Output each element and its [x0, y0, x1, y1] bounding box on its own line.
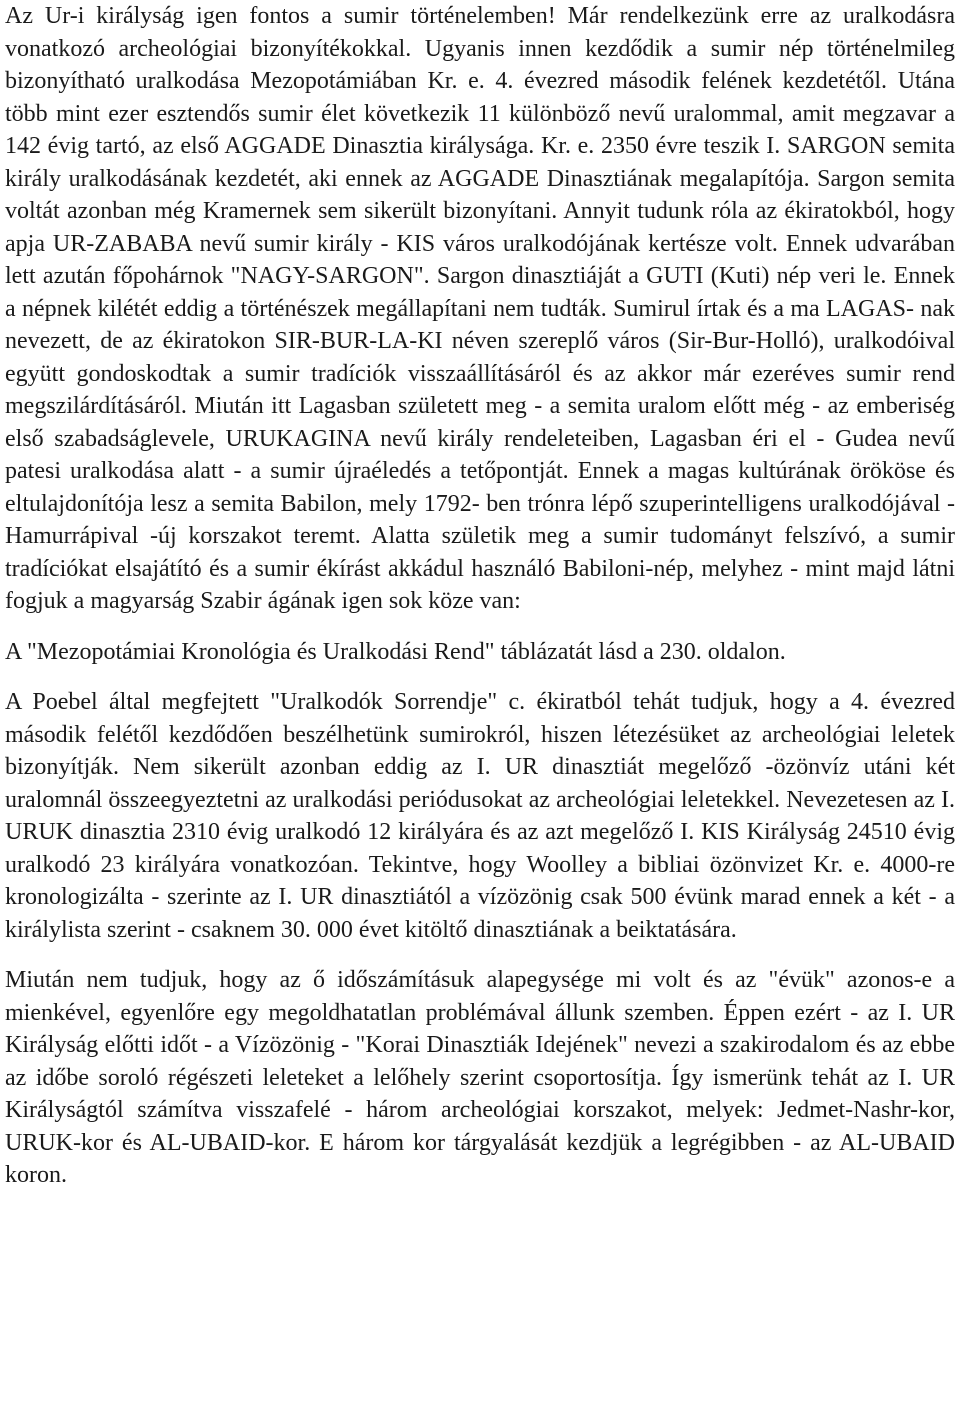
paragraph-ur-kingdom: Az Ur-i királyság igen fontos a sumir történelemben! Már rendelkezünk erre az uralkodásra vonatkozó archeológiai bizonyítékokkal. Ugyanis innen kezdődik a sumir nép történelmileg bizonyítható uralkodása Mezopotámiában Kr. e. 4. évezred második felének kezdetétől. Utána több mint ezer esztendős sumir élet következik 11 különböző nevű uralommal, amit megzavar a 142 évig tartó, az első AGGADE Dinasztia királysága. Kr. e. 2350 évre teszik I. SARGON semita király uralkodásának kezdetét, aki ennek az AGGADE Dinasztiának megalapítója. Sargon semita voltát azonban még Kramernek sem sikerült bizonyítani. Annyit tudunk róla az ékiratokból, hogy apja UR-ZABABA nevű sumir király - KIS város uralkodójának kertésze volt. Ennek udvarában lett azután főpohárnok "NAGY-SARGON". Sargon dinasztiáját a GUTI (Kuti) nép veri le. Ennek a népnek kilétét eddig a történészek megállapítani nem tudták. Sumirul írtak és a ma LAGAS- nak nevezett, de az ékiratokon SIR-BUR-LA-KI néven szereplő város (Sir-Bur-Holló), uralkodóival együtt gondoskodtak a sumir tradíciók visszaállításáról és az akkor már ezeréves sumir rend megszilárdításáról. Miután itt Lagasban született meg - a semita uralom előtt még - az emberiség első szabadságlevele, URUKAGINA nevű király rendeleteiben, Lagasban éri el - Gudea nevű patesi uralkodása alatt - a sumir újraéledés a tetőpontját. Ennek a magas kultúrának örököse és eltulajdonítója lesz a semita Babilon, mely 1792- ben trónra lépő szuperintelligens uralkodójával - Hamurrápival -új korszakot teremt. Alatta születik meg a sumir tudományt felszívó, a sumir tradíciókat elsajátító és a sumir ékírást akkádul használó Babiloni-nép, melyhez - mint majd látni fogjuk a magyarság Szabir ágának igen sok köze van:	[5, 3, 955, 614]
document-page	[5, 0, 955, 1192]
paragraph-king-list: A Poebel által megfejtett "Uralkodók Sorrendje" c. ékiratból tehát tudjuk, hogy a 4. évezred második felétől kezdődően beszélhetünk sumirokról, hiszen létezésüket az archeológiai leletek bizonyítják. Nem sikerült azonban eddig az I. UR dinasztiát megelőző -özönvíz utáni két uralomnál összeegyeztetni az uralkodási periódusokat az archeológiai leletekkel. Nevezetesen az I. URUK dinasztia 2310 évig uralkodó 12 királyára és az azt megelőző I. KIS Királyság 24510 évig uralkodó 23 királyára vonatkozóan. Tekintve, hogy Woolley a bibliai özönvizet Kr. e. 4000-re kronologizálta - szerinte az I. UR dinasztiától a vízözönig csak 500 évünk marad ennek a két - a királylista szerint - csaknem 30. 000 évet kitöltő dinasztiának a beiktatására.	[5, 689, 955, 943]
paragraph-chronology-reference: A "Mezopotámiai Kronológia és Uralkodási Rend" táblázatát lásd a 230. oldalon.	[5, 638, 786, 665]
paragraph-early-dynasties: Miután nem tudjuk, hogy az ő időszámításuk alapegysége mi volt és az "évük" azonos-e a mienkével, egyenlőre egy megoldhatatlan problémával állunk szemben. Éppen ezért - az I. UR Királyság előtti időt - a Vízözönig - "Korai Dinasztiák Idejének" nevezi a szakirodalom és az ebbe az időbe soroló régészeti leleteket a lelőhely szerint csoportosítja. Így ismerünk tehát az I. UR Királyságtól számítva visszafelé - három archeológiai korszakot, melyek: Jedmet-Nashr-kor, URUK-kor és AL-UBAID-kor. E három kor tárgyalását kezdjük a legrégibben - az AL-UBAID koron.	[5, 967, 955, 1188]
